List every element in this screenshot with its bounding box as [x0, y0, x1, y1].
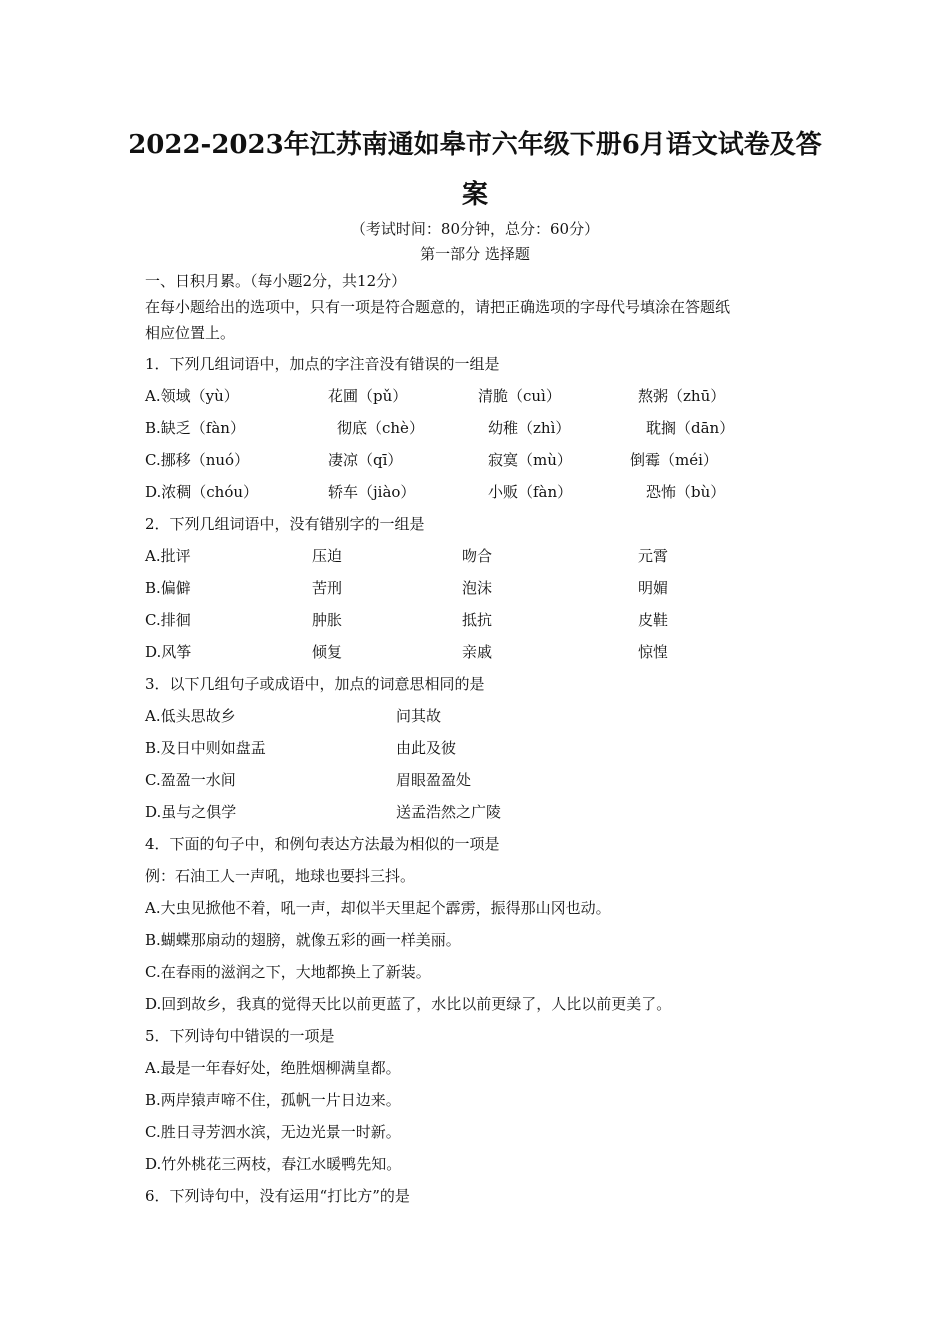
q3-option-a-right: 问其故 — [396, 707, 442, 725]
question-4-stem: 4．下面的句子中，和例句表达方法最为相似的一项是 — [145, 835, 500, 853]
q1-option-c-word2: 凄凉（qī） — [328, 451, 403, 469]
q1-option-b-word2: 彻底（chè） — [337, 419, 424, 437]
q1-option-a-word1: A.领域（yù） — [145, 387, 239, 405]
q1-option-a-word4: 熬粥（zhū） — [638, 387, 726, 405]
q2-option-c-word1: C.排徊 — [145, 611, 191, 629]
q5-option-a: A.最是一年春好处，绝胜烟柳满皇都。 — [145, 1059, 401, 1077]
q2-option-b-word4: 明媚 — [638, 579, 669, 597]
q1-option-c-word3: 寂寞（mù） — [488, 451, 572, 469]
q1-option-a-word2: 花圃（pǔ） — [328, 387, 408, 405]
q1-option-d-word2: 轿车（jiào） — [328, 483, 416, 501]
q2-option-a-word4: 元霄 — [638, 547, 669, 565]
q5-option-d: D.竹外桃花三两枝，春江水暖鸭先知。 — [145, 1155, 402, 1173]
q2-option-c-word4: 皮鞋 — [638, 611, 669, 629]
q2-option-b-word2: 苦刑 — [312, 579, 343, 597]
q2-option-a-word1: A.批评 — [145, 547, 191, 565]
q4-option-d: D.回到故乡，我真的觉得天比以前更蓝了，水比以前更绿了，人比以前更美了。 — [145, 995, 672, 1013]
q1-option-c-word1: C.挪移（nuó） — [145, 451, 250, 469]
q3-option-c-right: 眉眼盈盈处 — [396, 771, 472, 789]
section-heading: 一、日积月累。（每小题2分，共12分） — [145, 272, 407, 290]
question-1-stem: 1．下列几组词语中，加点的字注音没有错误的一组是 — [145, 355, 500, 373]
q3-option-b-left: B.及日中则如盘盂 — [145, 739, 266, 757]
q1-option-b-word3: 幼稚（zhì） — [488, 419, 571, 437]
q1-option-d-word4: 恐怖（bù） — [646, 483, 726, 501]
q1-option-b-word1: B.缺乏（fàn） — [145, 419, 245, 437]
exam-info: （考试时间：80分钟，总分：60分） — [350, 220, 600, 238]
document-title-line1: 2022-2023年江苏南通如皋市六年级下册6月语文试卷及答 — [128, 130, 822, 160]
q3-option-b-right: 由此及彼 — [396, 739, 457, 757]
document-title-line2: 案 — [461, 180, 488, 210]
q2-option-a-word2: 压迫 — [312, 547, 343, 565]
q2-option-c-word3: 抵抗 — [462, 611, 493, 629]
part-title: 第一部分 选择题 — [420, 245, 530, 263]
section-instruction-line2: 相应位置上。 — [145, 324, 236, 342]
q2-option-d-word4: 惊惶 — [638, 643, 669, 661]
q2-option-a-word3: 吻合 — [462, 547, 493, 565]
q4-option-a: A.大虫见掀他不着，吼一声，却似半天里起个霹雳，振得那山冈也动。 — [145, 899, 611, 917]
q1-option-d-word3: 小贩（fàn） — [488, 483, 573, 501]
question-2-stem: 2．下列几组词语中，没有错别字的一组是 — [145, 515, 425, 533]
q3-option-d-right: 送孟浩然之广陵 — [396, 803, 502, 821]
question-6-stem: 6．下列诗句中，没有运用“打比方”的是 — [145, 1187, 410, 1205]
q1-option-c-word4: 倒霉（méi） — [630, 451, 718, 469]
q2-option-b-word1: B.偏僻 — [145, 579, 191, 597]
q2-option-d-word1: D.风筝 — [145, 643, 192, 661]
q3-option-c-left: C.盈盈一水间 — [145, 771, 236, 789]
question-5-stem: 5．下列诗句中错误的一项是 — [145, 1027, 335, 1045]
q5-option-b: B.两岸猿声啼不住，孤帆一片日边来。 — [145, 1091, 401, 1109]
q1-option-d-word1: D.浓稠（chóu） — [145, 483, 259, 501]
q4-option-b: B.蝴蝶那扇动的翅膀，就像五彩的画一样美丽。 — [145, 931, 461, 949]
q2-option-c-word2: 肿胀 — [312, 611, 343, 629]
question-3-stem: 3．以下几组句子或成语中，加点的词意思相同的是 — [145, 675, 485, 693]
q2-option-d-word2: 倾复 — [312, 643, 343, 661]
q3-option-d-left: D.虽与之俱学 — [145, 803, 237, 821]
q5-option-c: C.胜日寻芳泗水滨，无边光景一时新。 — [145, 1123, 401, 1141]
q2-option-b-word3: 泡沫 — [462, 579, 493, 597]
q1-option-a-word3: 清脆（cuì） — [478, 387, 561, 405]
question-4-example: 例：石油工人一声吼，地球也要抖三抖。 — [145, 867, 416, 885]
q4-option-c: C.在春雨的滋润之下，大地都换上了新装。 — [145, 963, 431, 981]
q2-option-d-word3: 亲戚 — [462, 643, 493, 661]
q1-option-b-word4: 耽搁（dān） — [646, 419, 735, 437]
q3-option-a-left: A.低头思故乡 — [145, 707, 236, 725]
section-instruction-line1: 在每小题给出的选项中，只有一项是符合题意的，请把正确选项的字母代号填涂在答题纸 — [145, 298, 731, 316]
